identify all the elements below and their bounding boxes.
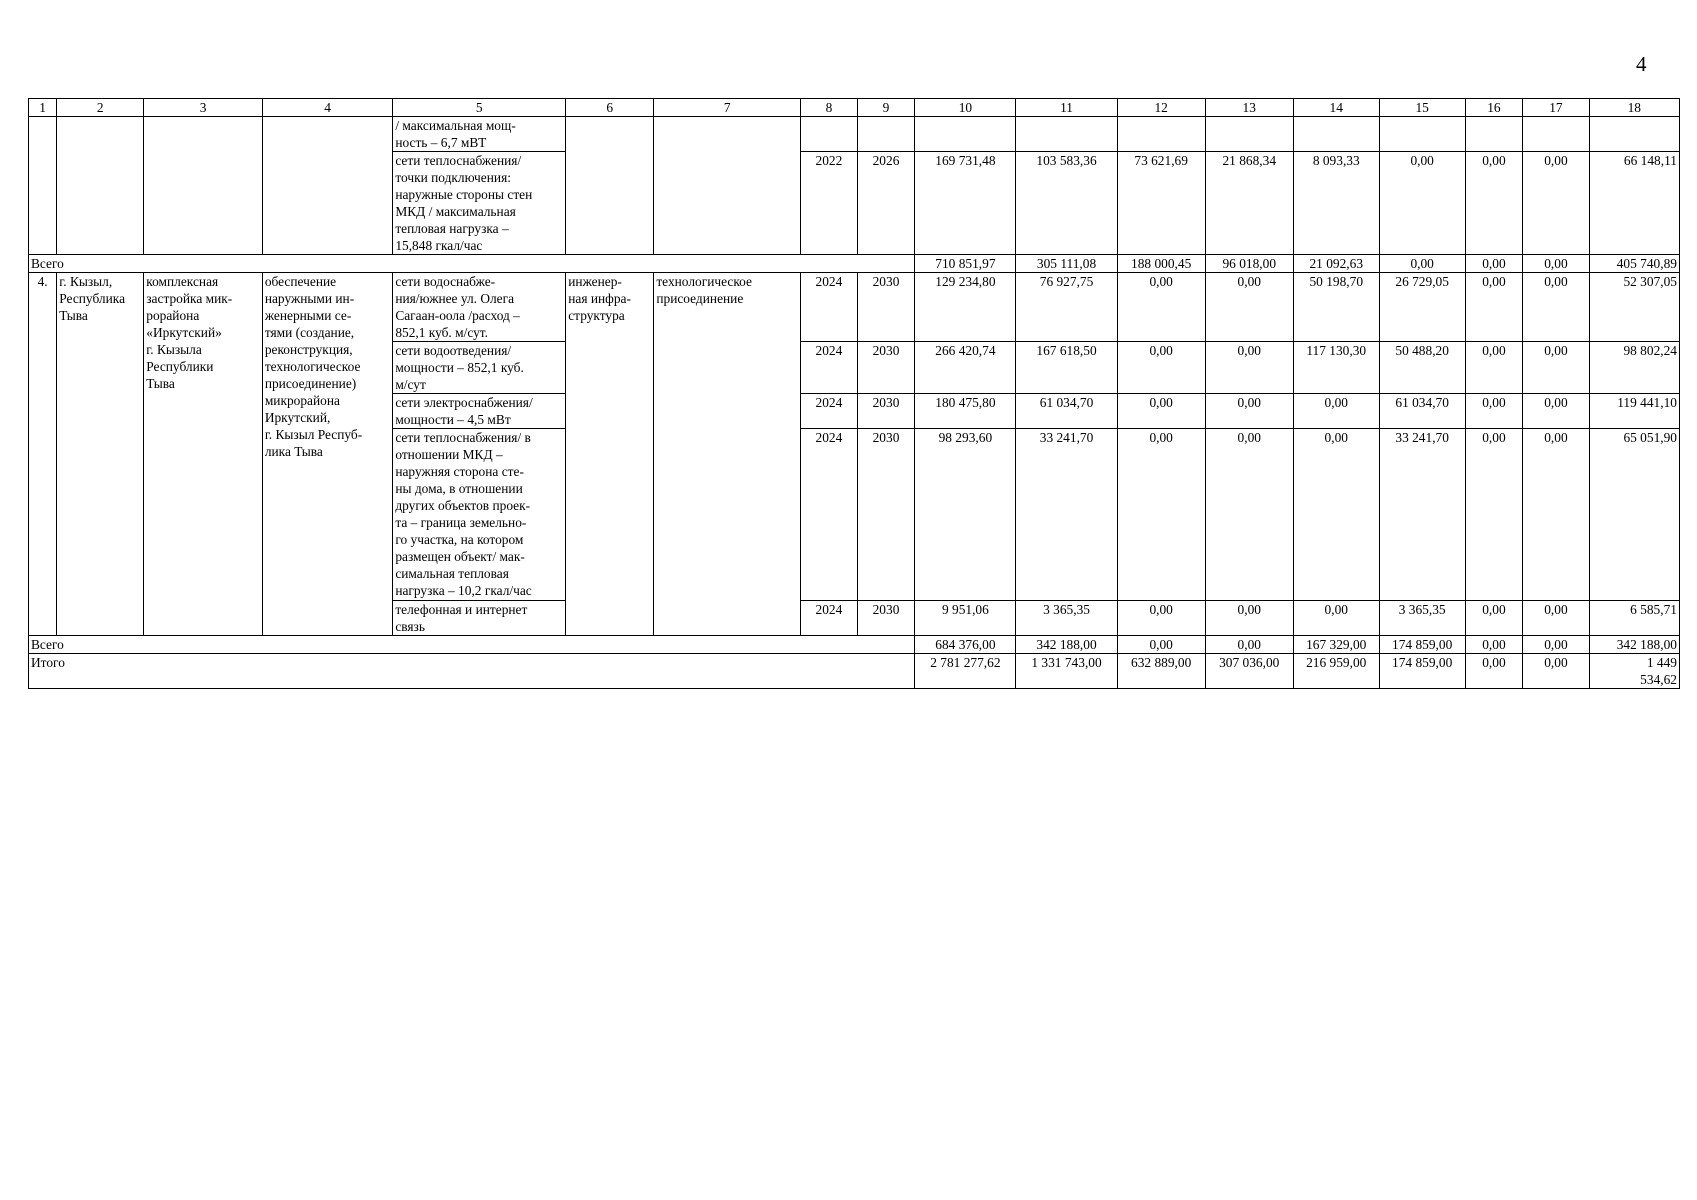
start-year: 2022 bbox=[801, 152, 858, 255]
empty-cell bbox=[1379, 117, 1465, 152]
value-cell: 129 234,80 bbox=[915, 273, 1016, 342]
network-description: сети водоотведения/ мощности – 852,1 куб. м/сут bbox=[393, 342, 566, 394]
grand-total-label: Итого bbox=[29, 654, 915, 689]
empty-cell bbox=[1205, 117, 1293, 152]
total-label: Всего bbox=[29, 255, 915, 273]
value-cell: 0,00 bbox=[1379, 152, 1465, 255]
value-cell: 0,00 bbox=[1523, 636, 1589, 654]
value-cell: 3 365,35 bbox=[1016, 601, 1117, 636]
purpose-cell: обеспечение наружными ин- женерными се- тями (создание, реконструкция, технологическое присоединение) микрорайона Иркутский, г. Кызыл Респуб- лика Тыва bbox=[262, 273, 393, 636]
value-cell: 9 951,06 bbox=[915, 601, 1016, 636]
column-number-header: 14 bbox=[1293, 99, 1379, 117]
value-cell: 0,00 bbox=[1117, 342, 1205, 394]
value-cell: 0,00 bbox=[1465, 636, 1523, 654]
empty-cell bbox=[262, 117, 393, 255]
value-cell: 0,00 bbox=[1465, 654, 1523, 689]
empty-cell bbox=[857, 117, 915, 152]
value-cell: 0,00 bbox=[1205, 601, 1293, 636]
table-row bbox=[29, 117, 1680, 152]
value-cell: 0,00 bbox=[1523, 429, 1589, 601]
empty-cell bbox=[1465, 117, 1523, 152]
empty-cell bbox=[1589, 117, 1679, 152]
empty-cell bbox=[57, 117, 144, 255]
end-year: 2030 bbox=[857, 273, 915, 342]
total-row bbox=[29, 636, 1680, 654]
value-cell: 1 331 743,00 bbox=[1016, 654, 1117, 689]
value-cell: 0,00 bbox=[1117, 429, 1205, 601]
column-number-header: 16 bbox=[1465, 99, 1523, 117]
value-cell: 710 851,97 bbox=[915, 255, 1016, 273]
end-year: 2026 bbox=[857, 152, 915, 255]
value-cell: 33 241,70 bbox=[1379, 429, 1465, 601]
value-cell: 0,00 bbox=[1205, 273, 1293, 342]
value-cell: 0,00 bbox=[1205, 429, 1293, 601]
column-number-header: 13 bbox=[1205, 99, 1293, 117]
column-number-header: 1 bbox=[29, 99, 57, 117]
value-cell: 266 420,74 bbox=[915, 342, 1016, 394]
value-cell: 167 618,50 bbox=[1016, 342, 1117, 394]
value-cell: 0,00 bbox=[1523, 654, 1589, 689]
empty-cell bbox=[1293, 117, 1379, 152]
column-number-header: 18 bbox=[1589, 99, 1679, 117]
column-number-header: 15 bbox=[1379, 99, 1465, 117]
network-description: сети теплоснабжения/ в отношении МКД – наружняя сторона сте- ны дома, в отношении других объектов проек- та – граница земельно- го участка, на котором размещен объект/ мак- симальная тепловая нагрузка – 10,2 гкал/час bbox=[393, 429, 566, 601]
value-cell: 50 198,70 bbox=[1293, 273, 1379, 342]
start-year: 2024 bbox=[801, 429, 858, 601]
value-cell: 342 188,00 bbox=[1589, 636, 1679, 654]
value-cell: 0,00 bbox=[1465, 601, 1523, 636]
table-header-row bbox=[29, 99, 1680, 117]
project-cell: комплексная застройка мик- рорайона «Иркутский» г. Кызыла Республики Тыва bbox=[144, 273, 263, 636]
column-number-header: 4 bbox=[262, 99, 393, 117]
empty-cell bbox=[144, 117, 263, 255]
value-cell: 0,00 bbox=[1117, 273, 1205, 342]
value-cell: 0,00 bbox=[1523, 255, 1589, 273]
value-cell: 33 241,70 bbox=[1016, 429, 1117, 601]
value-cell: 103 583,36 bbox=[1016, 152, 1117, 255]
value-cell: 0,00 bbox=[1523, 342, 1589, 394]
value-cell: 632 889,00 bbox=[1117, 654, 1205, 689]
grand-total-row bbox=[29, 654, 1680, 689]
page-number: 4 bbox=[1636, 52, 1647, 76]
value-cell: 0,00 bbox=[1293, 394, 1379, 429]
value-cell: 26 729,05 bbox=[1379, 273, 1465, 342]
column-number-header: 12 bbox=[1117, 99, 1205, 117]
network-description: / максимальная мощ- ность – 6,7 мВТ bbox=[393, 117, 566, 152]
value-cell: 0,00 bbox=[1523, 273, 1589, 342]
row-number: 4. bbox=[29, 273, 57, 636]
network-description: сети теплоснабжения/ точки подключения: наружные стороны стен МКД / максимальная тепловая нагрузка – 15,848 гкал/час bbox=[393, 152, 566, 255]
value-cell: 405 740,89 bbox=[1589, 255, 1679, 273]
column-number-header: 9 bbox=[857, 99, 915, 117]
value-cell: 0,00 bbox=[1117, 636, 1205, 654]
type-cell: технологическое присоединение bbox=[654, 273, 801, 636]
value-cell: 98 293,60 bbox=[915, 429, 1016, 601]
value-cell: 0,00 bbox=[1117, 601, 1205, 636]
value-cell: 0,00 bbox=[1293, 429, 1379, 601]
empty-cell bbox=[1016, 117, 1117, 152]
value-cell: 0,00 bbox=[1465, 342, 1523, 394]
column-number-header: 10 bbox=[915, 99, 1016, 117]
value-cell: 96 018,00 bbox=[1205, 255, 1293, 273]
end-year: 2030 bbox=[857, 342, 915, 394]
table-row bbox=[29, 273, 1680, 342]
value-cell: 3 365,35 bbox=[1379, 601, 1465, 636]
value-cell: 174 859,00 bbox=[1379, 636, 1465, 654]
value-cell: 0,00 bbox=[1465, 255, 1523, 273]
empty-cell bbox=[1117, 117, 1205, 152]
value-cell: 0,00 bbox=[1465, 394, 1523, 429]
category-cell: инженер- ная инфра- структура bbox=[566, 273, 654, 636]
empty-cell bbox=[801, 117, 858, 152]
value-cell: 0,00 bbox=[1205, 636, 1293, 654]
column-number-header: 5 bbox=[393, 99, 566, 117]
value-cell: 0,00 bbox=[1293, 601, 1379, 636]
value-cell: 0,00 bbox=[1523, 152, 1589, 255]
start-year: 2024 bbox=[801, 394, 858, 429]
location-cell: г. Кызыл, Республика Тыва bbox=[57, 273, 144, 636]
value-cell: 6 585,71 bbox=[1589, 601, 1679, 636]
column-number-header: 2 bbox=[57, 99, 144, 117]
value-cell: 0,00 bbox=[1465, 273, 1523, 342]
value-cell: 174 859,00 bbox=[1379, 654, 1465, 689]
value-cell: 169 731,48 bbox=[915, 152, 1016, 255]
column-number-header: 3 bbox=[144, 99, 263, 117]
value-cell: 50 488,20 bbox=[1379, 342, 1465, 394]
value-cell: 0,00 bbox=[1379, 255, 1465, 273]
value-cell: 61 034,70 bbox=[1379, 394, 1465, 429]
value-cell: 342 188,00 bbox=[1016, 636, 1117, 654]
value-cell: 0,00 bbox=[1465, 152, 1523, 255]
value-cell: 2 781 277,62 bbox=[915, 654, 1016, 689]
total-label: Всего bbox=[29, 636, 915, 654]
value-cell: 216 959,00 bbox=[1293, 654, 1379, 689]
value-cell: 1 449 534,62 bbox=[1589, 654, 1679, 689]
end-year: 2030 bbox=[857, 601, 915, 636]
start-year: 2024 bbox=[801, 342, 858, 394]
value-cell: 0,00 bbox=[1465, 429, 1523, 601]
value-cell: 65 051,90 bbox=[1589, 429, 1679, 601]
value-cell: 66 148,11 bbox=[1589, 152, 1679, 255]
empty-cell bbox=[566, 117, 654, 255]
end-year: 2030 bbox=[857, 429, 915, 601]
network-description: телефонная и интернет связь bbox=[393, 601, 566, 636]
total-row bbox=[29, 255, 1680, 273]
network-description: сети водоснабже- ния/южнее ул. Олега Сагаан-оола /расход – 852,1 куб. м/сут. bbox=[393, 273, 566, 342]
value-cell: 0,00 bbox=[1205, 394, 1293, 429]
value-cell: 98 802,24 bbox=[1589, 342, 1679, 394]
start-year: 2024 bbox=[801, 601, 858, 636]
empty-cell bbox=[654, 117, 801, 255]
value-cell: 305 111,08 bbox=[1016, 255, 1117, 273]
column-number-header: 11 bbox=[1016, 99, 1117, 117]
column-number-header: 6 bbox=[566, 99, 654, 117]
value-cell: 21 868,34 bbox=[1205, 152, 1293, 255]
network-description: сети электроснабжения/ мощности – 4,5 мВт bbox=[393, 394, 566, 429]
value-cell: 21 092,63 bbox=[1293, 255, 1379, 273]
start-year: 2024 bbox=[801, 273, 858, 342]
value-cell: 61 034,70 bbox=[1016, 394, 1117, 429]
value-cell: 684 376,00 bbox=[915, 636, 1016, 654]
column-number-header: 17 bbox=[1523, 99, 1589, 117]
end-year: 2030 bbox=[857, 394, 915, 429]
value-cell: 167 329,00 bbox=[1293, 636, 1379, 654]
empty-cell bbox=[1523, 117, 1589, 152]
value-cell: 76 927,75 bbox=[1016, 273, 1117, 342]
value-cell: 0,00 bbox=[1523, 601, 1589, 636]
value-cell: 180 475,80 bbox=[915, 394, 1016, 429]
value-cell: 0,00 bbox=[1523, 394, 1589, 429]
value-cell: 188 000,45 bbox=[1117, 255, 1205, 273]
value-cell: 307 036,00 bbox=[1205, 654, 1293, 689]
value-cell: 8 093,33 bbox=[1293, 152, 1379, 255]
column-number-header: 7 bbox=[654, 99, 801, 117]
value-cell: 119 441,10 bbox=[1589, 394, 1679, 429]
value-cell: 0,00 bbox=[1205, 342, 1293, 394]
investment-table bbox=[28, 98, 1680, 689]
value-cell: 73 621,69 bbox=[1117, 152, 1205, 255]
value-cell: 0,00 bbox=[1117, 394, 1205, 429]
empty-cell bbox=[915, 117, 1016, 152]
column-number-header: 8 bbox=[801, 99, 858, 117]
empty-cell bbox=[29, 117, 57, 255]
value-cell: 52 307,05 bbox=[1589, 273, 1679, 342]
value-cell: 117 130,30 bbox=[1293, 342, 1379, 394]
